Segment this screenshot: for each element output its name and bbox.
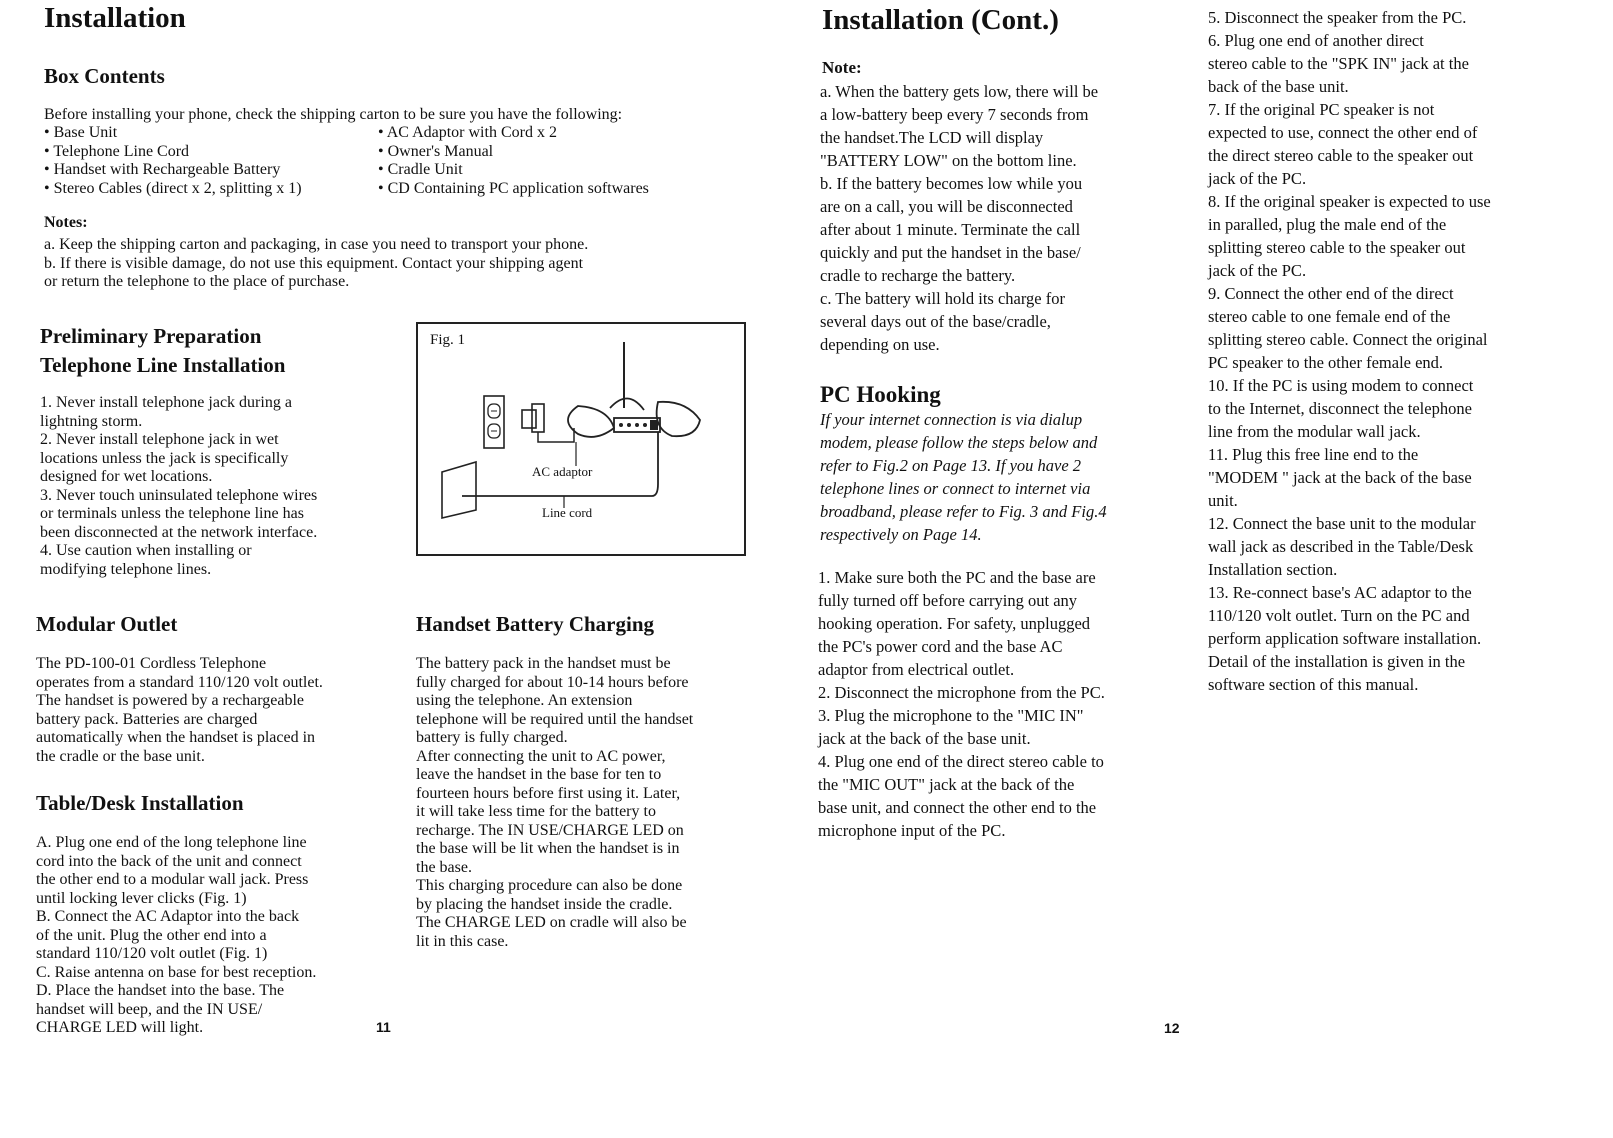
box-contents-list-left <box>44 124 302 198</box>
pc-hooking-steps: 1. Make sure both the PC and the base are fully turned off before carrying out any hooking operation. For safety, unplugged the PC's power cord and the base AC adaptor from electrical outlet. 2. Disconnect the microphone from the PC. 3. Plug the microphone to the "MIC IN" jack at the back of the base unit. 4. Plug one end of the direct stereo cable to the "MIC OUT" jack at the back of the base unit, and connect the other end to the microphone input of the PC. <box>818 568 1105 840</box>
battery-charging-body: The battery pack in the handset must be fully charged for about 10-14 hours before using the telephone. An extension telephone will be required until the handset battery is fully charged. After connecting the unit to AC power, leave the handset in the base for ten to fourteen hours before first using it. Later, it will take less time for the battery to recharge. The IN USE/CHARGE LED on the base will be lit when the handset is in the base. This charging procedure can also be done by placing the handset inside the cradle. The CHARGE LED on cradle will also be lit in this case. <box>416 655 694 950</box>
page-number-right: 12 <box>1164 1020 1180 1036</box>
list-item: • AC Adaptor with Cord x 2 <box>378 124 557 141</box>
line-cord-label: Line cord <box>542 505 593 520</box>
modular-outlet-body: The PD-100-01 Cordless Telephone operates from a standard 110/120 volt outlet. The handset is powered by a rechargeable battery pack. Batteries are charged automatically when the handset is placed in the cradle or the base unit. <box>36 655 323 765</box>
figure-label: Fig. 1 <box>430 332 466 348</box>
ac-adaptor-icon <box>522 404 574 442</box>
box-contents-heading: Box Contents <box>44 64 165 88</box>
note-heading: Note: <box>822 58 862 77</box>
list-item: • Cradle Unit <box>378 161 463 178</box>
list-item: • CD Containing PC application softwares <box>378 179 649 197</box>
base-unit-icon <box>568 342 700 437</box>
ac-adaptor-label: AC adaptor <box>532 464 593 479</box>
box-contents-list-right <box>378 124 649 198</box>
list-item: • Stereo Cables (direct x 2, splitting x 1) <box>44 179 302 197</box>
modular-outlet-heading: Modular Outlet <box>36 612 178 636</box>
battery-charging-heading: Handset Battery Charging <box>416 612 654 636</box>
list-item: • Owner's Manual <box>378 142 494 160</box>
box-contents-intro: Before installing your phone, check the shipping carton to be sure you have the following: <box>44 106 623 123</box>
pc-hooking-intro: If your internet connection is via dialup modem, please follow the steps below and refer to Fig.2 on Page 13. If you have 2 telephone lines or connect to internet via broadband, please refer to Fig. 3 and Fig.4 respectively on Page 14. <box>820 410 1107 544</box>
phone-jack-icon <box>442 462 476 518</box>
wall-outlet-icon <box>484 396 504 448</box>
figure-1 <box>416 322 746 556</box>
page-title-left: Installation <box>44 2 186 34</box>
notes-heading: Notes: <box>44 214 88 231</box>
pc-hooking-steps-continued: 5. Disconnect the speaker from the PC. 6. Plug one end of another direct stereo cable to the "SPK IN" jack at the back of the base unit. 7. If the original PC speaker is not expected to use, connect the other end of the direct stereo cable to the speaker out jack of the PC. 8. If the original speaker is expected to use in paralled, plug the male end of the splitting stereo cable to the speaker out jack of the PC. 9. Connect the other end of the direct stereo cable to one female end of the splitting stereo cable. Connect the original PC speaker to the other female end. 10. If the PC is using modem to connect to the Internet, disconnect the telephone line from the modular wall jack. 11. Plug this free line end to the "MODEM " jack at the back of the base unit. 12. Connect the base unit to the modular wall jack as described in the Table/Desk Installation section. 13. Re-connect base's AC adaptor to the 110/120 volt outlet. Turn on the PC and perform application software installation. Detail of the installation is given in the software section of this manual. <box>1208 8 1491 694</box>
list-item: • Handset with Rechargeable Battery <box>44 161 281 178</box>
list-item: • Telephone Line Cord <box>44 142 190 160</box>
page-title-right: Installation (Cont.) <box>822 4 1059 36</box>
preliminary-heading: Preliminary Preparation <box>40 324 262 348</box>
pc-hooking-heading: PC Hooking <box>820 382 941 407</box>
table-desk-body: A. Plug one end of the long telephone line cord into the back of the unit and connect the other end to a modular wall jack. Press until locking lever clicks (Fig. 1) B. Connect the AC Adaptor into the back of the unit. Plug the other end into a standard 110/120 volt outlet (Fig. 1) C. Raise antenna on base for best reception. D. Place the handset into the base. The handset will beep, and the IN USE/ CHARGE LED will light. <box>36 834 317 1036</box>
note-body: a. When the battery gets low, there will be a low-battery beep every 7 seconds from the handset.The LCD will display "BATTERY LOW" on the bottom line. b. If the battery becomes low while you are on a call, you will be disconnected after about 1 minute. Terminate the call quickly and put the handset in the base/ cradle to recharge the battery. c. The battery will hold its charge for several days out of the base/cradle, depending on use. <box>820 82 1099 354</box>
page-number-left: 11 <box>376 1019 391 1035</box>
table-desk-heading: Table/Desk Installation <box>36 791 244 815</box>
list-item: • Base Unit <box>44 124 118 141</box>
telephone-line-heading: Telephone Line Installation <box>40 353 286 377</box>
preliminary-body: 1. Never install telephone jack during a lightning storm. 2. Never install telephone jack in wet locations unless the jack is specifically designed for wet locations. 3. Never touch uninsulated telephone wires or terminals unless the telephone line has been disconnected at the network interface. 4. Use caution when installing or modifying telephone lines. <box>40 394 318 578</box>
notes-body: a. Keep the shipping carton and packaging, in case you need to transport your phone. b. If there is visible damage, do not use this equipment. Contact your shipping agent or return the telephone to the place of purchase. <box>44 236 589 290</box>
